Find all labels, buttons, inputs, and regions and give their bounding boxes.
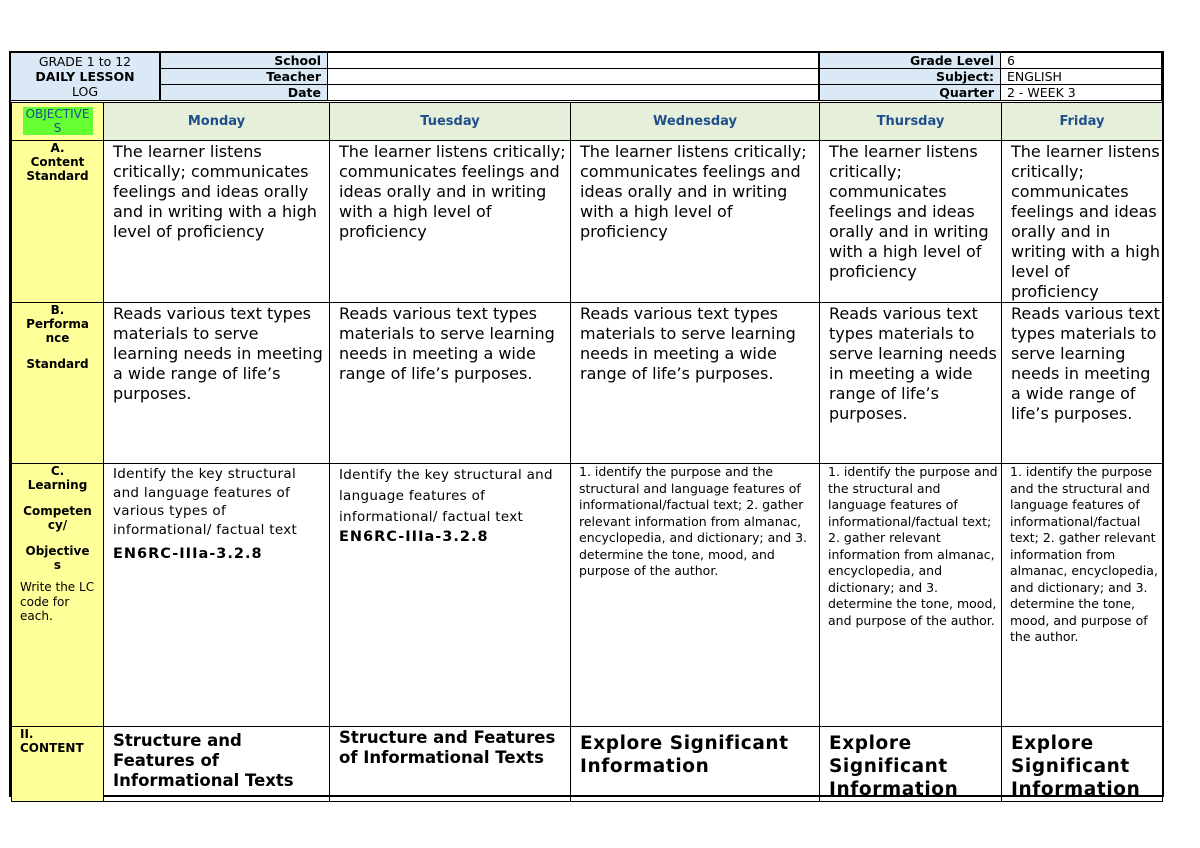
cs-label-a: A. <box>50 141 65 155</box>
grade-level-label: Grade Level <box>819 53 1001 69</box>
content-label <box>12 727 104 802</box>
performance-standard-row <box>12 303 1163 464</box>
lc-label-a: C. <box>50 464 65 478</box>
performance-standard-label <box>12 303 104 464</box>
lc-monday <box>104 464 330 727</box>
content-tuesday: Structure and Features of Informational Texts <box>330 727 571 802</box>
lc-wednesday: 1. identify the purpose and the structural and language features of informational/factual text; 2. gather relevant information from almanac, encyclopedia, and dictionary; and 3. determine the tone, mood, and purpose of the author. <box>571 464 820 727</box>
cs-friday: The learner listens critically; communicates feelings and ideas orally and in writing with a high level of proficiency <box>1002 141 1163 303</box>
quarter-field[interactable]: 2 - WEEK 3 <box>1001 85 1162 101</box>
day-monday: Monday <box>104 103 330 141</box>
ps-thursday: Reads various text types materials to serve learning needs in meeting a wide range of life’s purposes. <box>820 303 1002 464</box>
ps-label-b: Performa <box>26 317 89 331</box>
cs-thursday: The learner listens critically; communicates feelings and ideas orally and in writing with a high level of proficiency <box>820 141 1002 303</box>
lc-label-d: cy/ <box>47 518 68 532</box>
grade-level-field[interactable]: 6 <box>1001 53 1162 69</box>
title-line-3: LOG <box>71 84 99 99</box>
content-thursday: Explore Significant Information <box>820 727 1002 802</box>
school-field[interactable] <box>328 53 819 69</box>
lc-tuesday <box>330 464 571 727</box>
cs-label-b: Content <box>30 155 85 169</box>
lc-friday: 1. identify the purpose and the structural and language features of informational/factual text; 2. gather relevant information from almanac, encyclopedia, and dictionary; and 3. determine the tone, mood, and purpose of the author. <box>1002 464 1163 727</box>
cs-tuesday: The learner listens critically; communicates feelings and ideas orally and in writing with a high level of proficiency <box>330 141 571 303</box>
ps-label-c: nce <box>45 331 70 345</box>
date-label: Date <box>160 85 328 101</box>
teacher-label: Teacher <box>160 69 328 85</box>
lesson-grid <box>11 102 1163 802</box>
cs-label-c: Standard <box>26 169 89 183</box>
content-label-a: II. <box>20 727 34 741</box>
title-line-2: DAILY LESSON <box>35 69 135 84</box>
content-monday: Structure and Features of Informational Texts <box>104 727 330 802</box>
ps-monday: Reads various text types materials to serve learning needs in meeting a wide range of life’s purposes. <box>104 303 330 464</box>
dll-title-box <box>11 53 160 101</box>
lc-label-f: s <box>53 558 62 572</box>
lc-monday-code: EN6RC-IIIa-3.2.8 <box>113 546 263 562</box>
content-friday: Explore Significant Information <box>1002 727 1163 802</box>
day-friday: Friday <box>1002 103 1163 141</box>
lc-label-e: Objective <box>25 544 90 558</box>
subject-field[interactable]: ENGLISH <box>1001 69 1162 85</box>
content-wednesday: Explore Significant Information <box>571 727 820 802</box>
cs-monday: The learner listens critically; communicates feelings and ideas orally and in writing with a high level of proficiency <box>104 141 330 303</box>
lc-monday-text: Identify the key structural and language features of various types of informational/ factual text <box>113 466 298 538</box>
day-tuesday: Tuesday <box>330 103 571 141</box>
ps-wednesday: Reads various text types materials to serve learning needs in meeting a wide range of life’s purposes. <box>571 303 820 464</box>
quarter-label: Quarter <box>819 85 1001 101</box>
lc-tuesday-code: EN6RC-IIIa-3.2.8 <box>339 529 489 545</box>
ps-tuesday: Reads various text types materials to serve learning needs in meeting a wide range of life’s purposes. <box>330 303 571 464</box>
lc-code-note: Write the LC code for each. <box>20 580 95 623</box>
cs-wednesday: The learner listens critically; communicates feelings and ideas orally and in writing with a high level of proficiency <box>571 141 820 303</box>
content-standard-row <box>12 141 1163 303</box>
ps-label-d: Standard <box>26 357 89 371</box>
content-row <box>12 727 1163 802</box>
ps-label-a: B. <box>50 303 65 317</box>
objectives-header <box>12 103 104 141</box>
day-header-row <box>12 103 1163 141</box>
competencies-row <box>12 464 1163 727</box>
ps-friday: Reads various text types materials to serve learning needs in meeting a wide range of life’s purposes. <box>1002 303 1163 464</box>
day-wednesday: Wednesday <box>571 103 820 141</box>
content-label-b: CONTENT <box>20 741 84 755</box>
objectives-label: OBJECTIVES <box>23 107 93 135</box>
daily-lesson-log-sheet <box>9 51 1164 800</box>
lc-thursday: 1. identify the purpose and the structural and language features of informational/factual text; 2. gather relevant information from almanac, encyclopedia, and dictionary; and 3. determine the tone, mood, and purpose of the author. <box>820 464 1002 727</box>
subject-label: Subject: <box>819 69 1001 85</box>
lc-label-c: Competen <box>23 504 92 518</box>
competencies-label <box>12 464 104 727</box>
lc-tuesday-text: Identify the key structural and language features of informational/ factual text <box>339 467 553 525</box>
title-line-1: GRADE 1 to 12 <box>38 54 132 69</box>
lc-label-b: Learning <box>27 478 88 492</box>
date-field[interactable] <box>328 85 819 101</box>
school-label: School <box>160 53 328 69</box>
day-thursday: Thursday <box>820 103 1002 141</box>
content-standard-label <box>12 141 104 303</box>
teacher-field[interactable] <box>328 69 819 85</box>
